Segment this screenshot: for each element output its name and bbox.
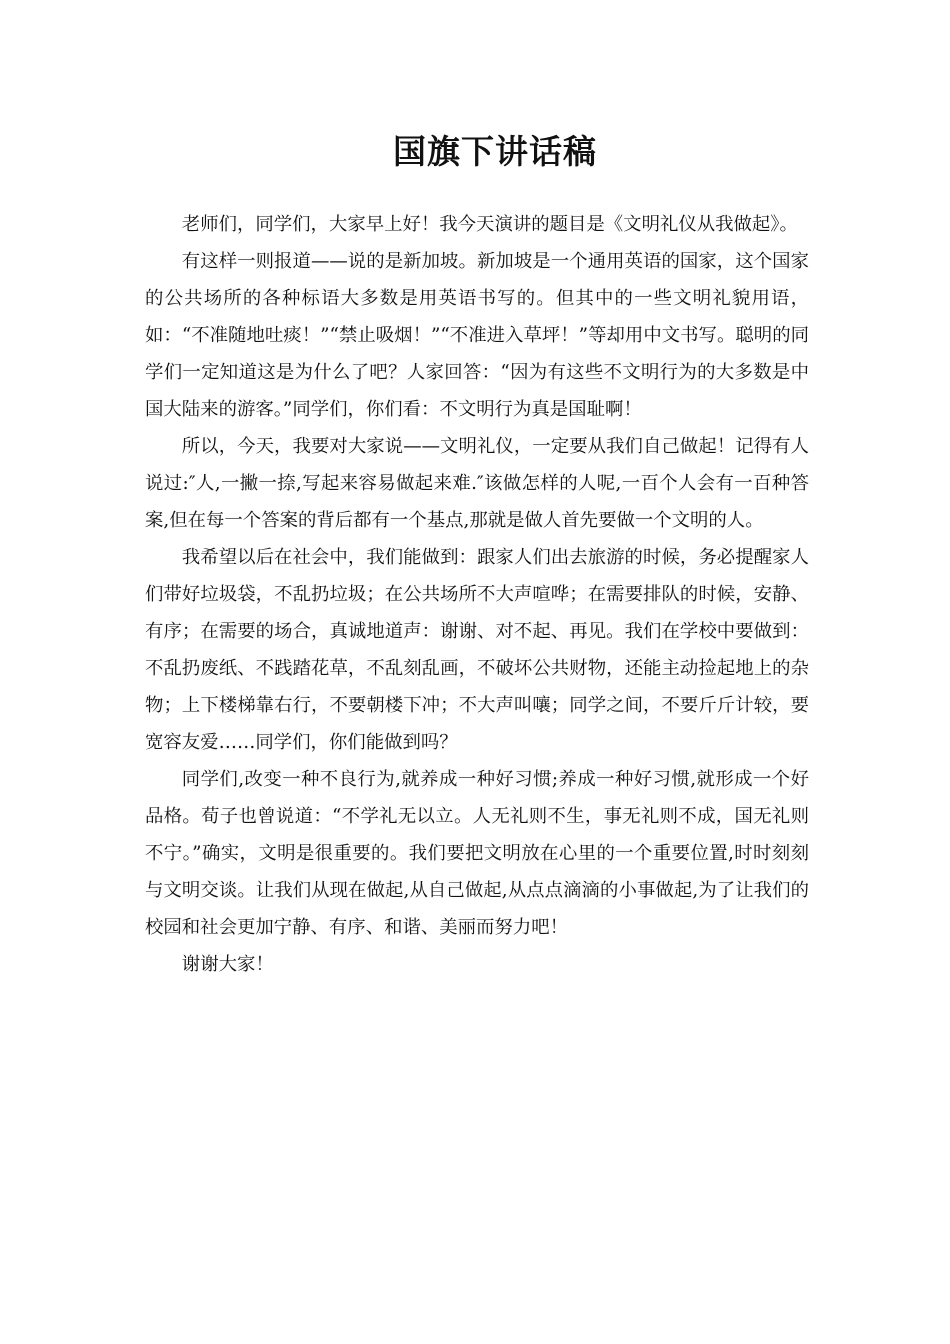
paragraph-start-from-ourselves: 所以，今天，我要对大家说——文明礼仪，一定要从我们自己做起！记得有人说过:″人,一撇一捺,写起来容易做起来难.″该做怎样的人呢,一百个人会有一百种答案,但在每一个答案的背后都有一个基点,那就是做人首先要做一个文明的人。 <box>145 436 809 531</box>
paragraph-singapore-report: 有这样一则报道——说的是新加坡。新加坡是一个通用英语的国家，这个国家的公共场所的各种标语大多数是用英语书写的。但其中的一些文明礼貌用语，如：“不准随地吐痰！”“禁止吸烟！”“不准进入草坪！”等却用中文书写。聪明的同学们一定知道这是为什么了吧？人家回答：“因为有这些不文明行为的大多数是中国大陆来的游客。”同学们，你们看：不文明行为真是国耻啊！ <box>145 251 809 420</box>
document-title: 国旗下讲话稿 <box>393 132 597 171</box>
paragraph-greeting: 老师们，同学们，大家早上好！我今天演讲的题目是《文明礼仪从我做起》。 <box>181 214 798 235</box>
paragraph-habits: 同学们,改变一种不良行为,就养成一种好习惯;养成一种好习惯,就形成一个好品格。荀子也曾说道：“不学礼无以立。人无礼则不生，事无礼则不成，国无礼则不宁。”确实，文明是很重要的。我们要把文明放在心里的一个重要位置,时时刻刻与文明交谈。让我们从现在做起,从自己做起,从点点滴滴的小事做起,为了让我们的校园和社会更加宁静、有序、和谐、美丽而努力吧！ <box>145 769 809 938</box>
document-body <box>145 206 809 983</box>
paragraph-thanks: 谢谢大家！ <box>181 954 274 975</box>
paragraph-hopes: 我希望以后在社会中，我们能做到：跟家人们出去旅游的时候，务必提醒家人们带好垃圾袋，不乱扔垃圾；在公共场所不大声喧哗；在需要排队的时候，安静、有序；在需要的场合，真诚地道声：谢谢、对不起、再见。我们在学校中要做到：不乱扔废纸、不践踏花草，不乱刻乱画，不破坏公共财物，还能主动捡起地上的杂物；上下楼梯靠右行，不要朝楼下冲；不大声叫嚷；同学之间，不要斤斤计较，要宽容友爱……同学们，你们能做到吗？ <box>145 547 809 753</box>
